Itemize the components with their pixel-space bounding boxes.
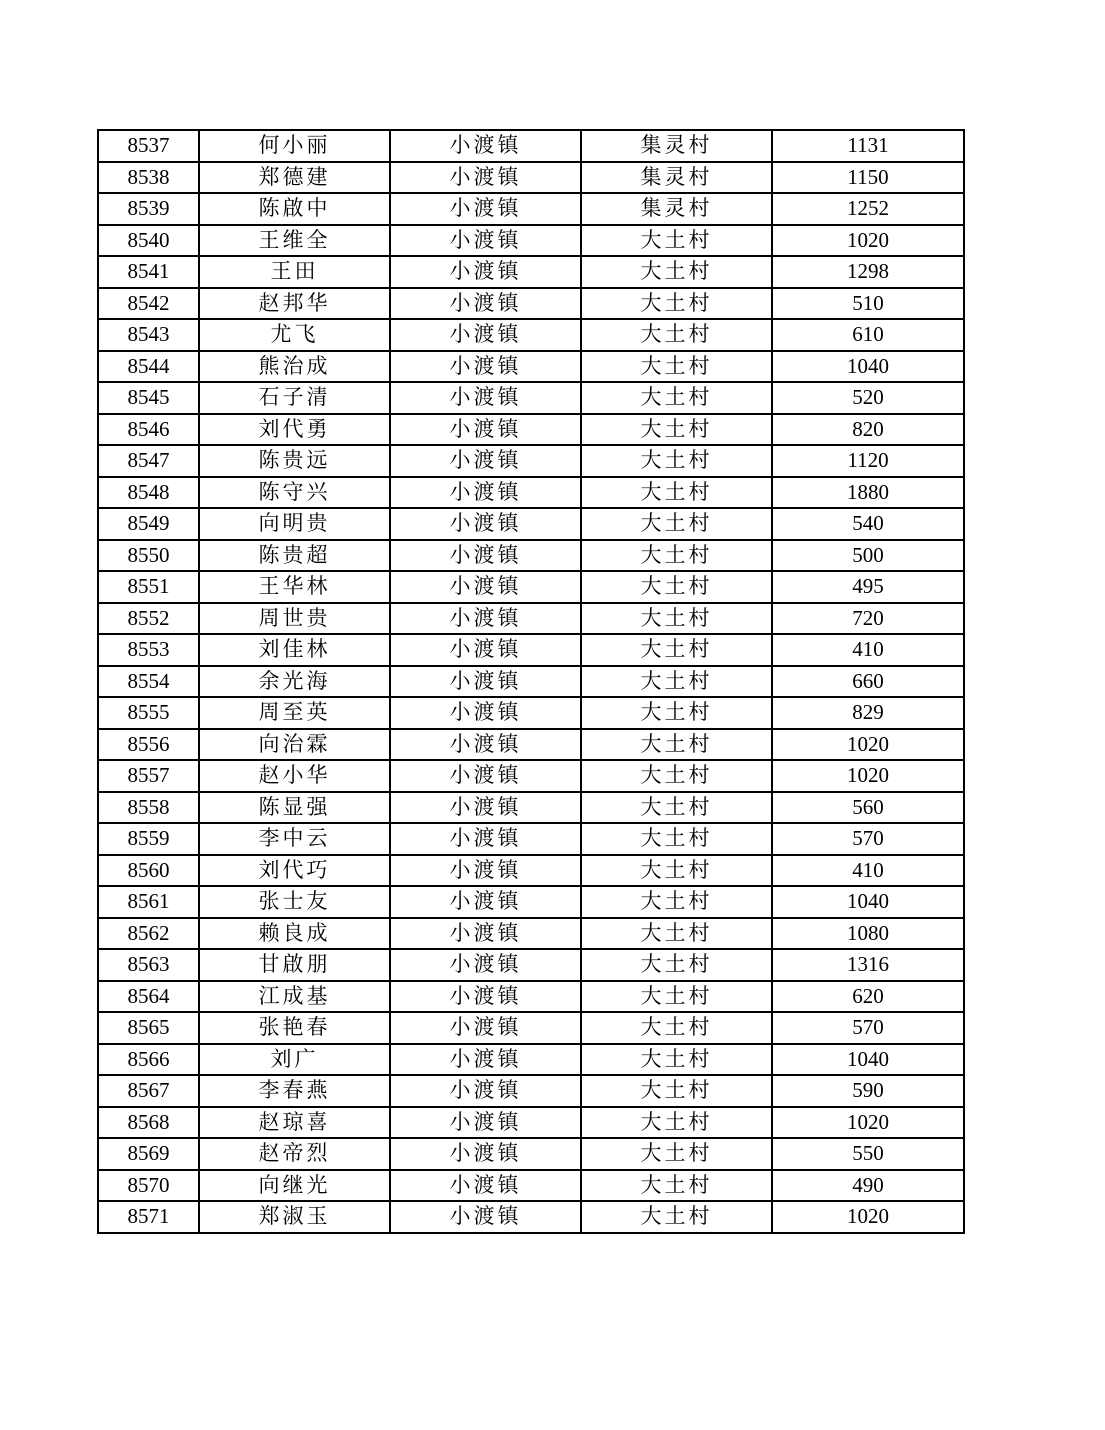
cell-amount: 410 (772, 855, 964, 887)
cell-village: 大土村 (581, 508, 772, 540)
cell-village: 大土村 (581, 729, 772, 761)
table-row (98, 918, 964, 950)
cell-village: 大土村 (581, 760, 772, 792)
table-row (98, 823, 964, 855)
cell-serial-number: 8560 (98, 855, 199, 887)
cell-town: 小渡镇 (390, 603, 581, 635)
cell-name: 甘啟朋 (199, 949, 390, 981)
table-row (98, 162, 964, 194)
cell-town: 小渡镇 (390, 949, 581, 981)
cell-village: 大土村 (581, 823, 772, 855)
cell-amount: 490 (772, 1170, 964, 1202)
table-row (98, 445, 964, 477)
cell-serial-number: 8545 (98, 382, 199, 414)
cell-serial-number: 8544 (98, 351, 199, 383)
cell-name: 赵琼喜 (199, 1107, 390, 1139)
cell-amount: 550 (772, 1138, 964, 1170)
cell-serial-number: 8558 (98, 792, 199, 824)
cell-village: 大土村 (581, 1044, 772, 1076)
cell-name: 李中云 (199, 823, 390, 855)
cell-serial-number: 8551 (98, 571, 199, 603)
cell-name: 江成基 (199, 981, 390, 1013)
table-row (98, 634, 964, 666)
cell-name: 赵小华 (199, 760, 390, 792)
cell-village: 集灵村 (581, 162, 772, 194)
cell-name: 王维全 (199, 225, 390, 257)
cell-amount: 410 (772, 634, 964, 666)
cell-town: 小渡镇 (390, 162, 581, 194)
cell-name: 张艳春 (199, 1012, 390, 1044)
cell-amount: 1316 (772, 949, 964, 981)
cell-village: 大土村 (581, 918, 772, 950)
cell-village: 大土村 (581, 981, 772, 1013)
cell-village: 大土村 (581, 1012, 772, 1044)
cell-town: 小渡镇 (390, 1044, 581, 1076)
table-row (98, 949, 964, 981)
cell-amount: 510 (772, 288, 964, 320)
table-row (98, 1107, 964, 1139)
table-row (98, 1138, 964, 1170)
cell-town: 小渡镇 (390, 382, 581, 414)
cell-village: 集灵村 (581, 130, 772, 162)
cell-amount: 590 (772, 1075, 964, 1107)
cell-serial-number: 8553 (98, 634, 199, 666)
cell-village: 大土村 (581, 1138, 772, 1170)
cell-name: 周世贵 (199, 603, 390, 635)
cell-town: 小渡镇 (390, 1138, 581, 1170)
table-row (98, 729, 964, 761)
cell-village: 大土村 (581, 445, 772, 477)
cell-town: 小渡镇 (390, 729, 581, 761)
cell-town: 小渡镇 (390, 256, 581, 288)
table-row (98, 477, 964, 509)
cell-village: 大土村 (581, 477, 772, 509)
cell-name: 刘广 (199, 1044, 390, 1076)
cell-serial-number: 8541 (98, 256, 199, 288)
cell-serial-number: 8543 (98, 319, 199, 351)
table-row (98, 382, 964, 414)
cell-amount: 1150 (772, 162, 964, 194)
records-table-body (98, 130, 964, 1233)
cell-town: 小渡镇 (390, 130, 581, 162)
cell-town: 小渡镇 (390, 981, 581, 1013)
cell-village: 大土村 (581, 792, 772, 824)
cell-amount: 1020 (772, 1107, 964, 1139)
table-row (98, 886, 964, 918)
cell-village: 大土村 (581, 288, 772, 320)
cell-name: 刘佳林 (199, 634, 390, 666)
cell-serial-number: 8550 (98, 540, 199, 572)
cell-amount: 570 (772, 1012, 964, 1044)
cell-village: 大土村 (581, 540, 772, 572)
cell-serial-number: 8561 (98, 886, 199, 918)
cell-serial-number: 8548 (98, 477, 199, 509)
cell-town: 小渡镇 (390, 886, 581, 918)
cell-town: 小渡镇 (390, 918, 581, 950)
cell-amount: 540 (772, 508, 964, 540)
cell-name: 石子清 (199, 382, 390, 414)
table-row (98, 288, 964, 320)
cell-serial-number: 8555 (98, 697, 199, 729)
cell-village: 大土村 (581, 382, 772, 414)
cell-amount: 500 (772, 540, 964, 572)
table-row (98, 855, 964, 887)
cell-town: 小渡镇 (390, 1012, 581, 1044)
cell-serial-number: 8546 (98, 414, 199, 446)
table-row (98, 351, 964, 383)
table-row (98, 1012, 964, 1044)
cell-village: 大土村 (581, 1075, 772, 1107)
cell-serial-number: 8565 (98, 1012, 199, 1044)
cell-town: 小渡镇 (390, 540, 581, 572)
cell-name: 郑淑玉 (199, 1201, 390, 1233)
table-row (98, 414, 964, 446)
cell-serial-number: 8563 (98, 949, 199, 981)
cell-town: 小渡镇 (390, 477, 581, 509)
table-row (98, 666, 964, 698)
table-row (98, 508, 964, 540)
cell-town: 小渡镇 (390, 634, 581, 666)
cell-serial-number: 8566 (98, 1044, 199, 1076)
table-row (98, 603, 964, 635)
cell-town: 小渡镇 (390, 225, 581, 257)
cell-village: 大土村 (581, 697, 772, 729)
table-row (98, 540, 964, 572)
cell-village: 大土村 (581, 634, 772, 666)
cell-amount: 1298 (772, 256, 964, 288)
table-row (98, 225, 964, 257)
cell-name: 王华林 (199, 571, 390, 603)
cell-town: 小渡镇 (390, 823, 581, 855)
cell-village: 大土村 (581, 1107, 772, 1139)
table-row (98, 193, 964, 225)
table-row (98, 760, 964, 792)
cell-amount: 1020 (772, 729, 964, 761)
cell-name: 陈显强 (199, 792, 390, 824)
cell-name: 李春燕 (199, 1075, 390, 1107)
cell-amount: 1040 (772, 351, 964, 383)
cell-serial-number: 8559 (98, 823, 199, 855)
cell-serial-number: 8537 (98, 130, 199, 162)
cell-amount: 1880 (772, 477, 964, 509)
cell-serial-number: 8564 (98, 981, 199, 1013)
table-row (98, 1201, 964, 1233)
table-row (98, 130, 964, 162)
cell-amount: 1080 (772, 918, 964, 950)
cell-town: 小渡镇 (390, 1201, 581, 1233)
table-row (98, 792, 964, 824)
cell-village: 大土村 (581, 1201, 772, 1233)
cell-amount: 660 (772, 666, 964, 698)
cell-serial-number: 8538 (98, 162, 199, 194)
cell-village: 大土村 (581, 886, 772, 918)
cell-name: 陈守兴 (199, 477, 390, 509)
cell-serial-number: 8540 (98, 225, 199, 257)
cell-serial-number: 8567 (98, 1075, 199, 1107)
table-row (98, 256, 964, 288)
cell-amount: 1040 (772, 1044, 964, 1076)
cell-serial-number: 8542 (98, 288, 199, 320)
cell-name: 赵帝烈 (199, 1138, 390, 1170)
cell-name: 陈贵超 (199, 540, 390, 572)
cell-amount: 1040 (772, 886, 964, 918)
cell-serial-number: 8562 (98, 918, 199, 950)
cell-amount: 820 (772, 414, 964, 446)
cell-amount: 1020 (772, 760, 964, 792)
cell-serial-number: 8549 (98, 508, 199, 540)
table-row (98, 571, 964, 603)
cell-town: 小渡镇 (390, 288, 581, 320)
cell-serial-number: 8569 (98, 1138, 199, 1170)
cell-amount: 495 (772, 571, 964, 603)
cell-amount: 1020 (772, 225, 964, 257)
cell-name: 熊治成 (199, 351, 390, 383)
cell-town: 小渡镇 (390, 697, 581, 729)
cell-village: 大土村 (581, 949, 772, 981)
cell-town: 小渡镇 (390, 351, 581, 383)
table-row (98, 697, 964, 729)
cell-town: 小渡镇 (390, 445, 581, 477)
cell-town: 小渡镇 (390, 193, 581, 225)
cell-name: 赖良成 (199, 918, 390, 950)
cell-serial-number: 8556 (98, 729, 199, 761)
cell-name: 张士友 (199, 886, 390, 918)
cell-name: 刘代勇 (199, 414, 390, 446)
cell-serial-number: 8571 (98, 1201, 199, 1233)
cell-village: 大土村 (581, 1170, 772, 1202)
table-row (98, 1075, 964, 1107)
cell-name: 周至英 (199, 697, 390, 729)
cell-village: 大土村 (581, 319, 772, 351)
cell-name: 王田 (199, 256, 390, 288)
cell-name: 何小丽 (199, 130, 390, 162)
cell-village: 大土村 (581, 603, 772, 635)
cell-name: 赵邦华 (199, 288, 390, 320)
cell-village: 大土村 (581, 225, 772, 257)
cell-serial-number: 8570 (98, 1170, 199, 1202)
cell-amount: 1252 (772, 193, 964, 225)
cell-serial-number: 8557 (98, 760, 199, 792)
cell-amount: 1131 (772, 130, 964, 162)
cell-serial-number: 8552 (98, 603, 199, 635)
cell-village: 大土村 (581, 351, 772, 383)
cell-amount: 1120 (772, 445, 964, 477)
cell-village: 大土村 (581, 256, 772, 288)
cell-serial-number: 8554 (98, 666, 199, 698)
cell-town: 小渡镇 (390, 666, 581, 698)
cell-serial-number: 8547 (98, 445, 199, 477)
cell-village: 大土村 (581, 414, 772, 446)
cell-serial-number: 8539 (98, 193, 199, 225)
cell-amount: 570 (772, 823, 964, 855)
cell-amount: 829 (772, 697, 964, 729)
cell-name: 向治霖 (199, 729, 390, 761)
cell-name: 刘代巧 (199, 855, 390, 887)
table-row (98, 1044, 964, 1076)
cell-name: 尤飞 (199, 319, 390, 351)
cell-town: 小渡镇 (390, 855, 581, 887)
cell-name: 郑德建 (199, 162, 390, 194)
table-row (98, 319, 964, 351)
cell-name: 陈贵远 (199, 445, 390, 477)
cell-name: 余光海 (199, 666, 390, 698)
cell-town: 小渡镇 (390, 319, 581, 351)
cell-name: 陈啟中 (199, 193, 390, 225)
cell-town: 小渡镇 (390, 1107, 581, 1139)
cell-amount: 720 (772, 603, 964, 635)
cell-town: 小渡镇 (390, 1170, 581, 1202)
records-table (97, 129, 965, 1234)
cell-village: 大土村 (581, 855, 772, 887)
cell-town: 小渡镇 (390, 571, 581, 603)
cell-village: 集灵村 (581, 193, 772, 225)
cell-serial-number: 8568 (98, 1107, 199, 1139)
cell-town: 小渡镇 (390, 792, 581, 824)
cell-town: 小渡镇 (390, 1075, 581, 1107)
cell-village: 大土村 (581, 571, 772, 603)
cell-name: 向继光 (199, 1170, 390, 1202)
cell-amount: 1020 (772, 1201, 964, 1233)
cell-town: 小渡镇 (390, 508, 581, 540)
cell-town: 小渡镇 (390, 760, 581, 792)
cell-name: 向明贵 (199, 508, 390, 540)
cell-amount: 560 (772, 792, 964, 824)
cell-amount: 610 (772, 319, 964, 351)
cell-village: 大土村 (581, 666, 772, 698)
table-row (98, 1170, 964, 1202)
table-row (98, 981, 964, 1013)
cell-amount: 520 (772, 382, 964, 414)
cell-town: 小渡镇 (390, 414, 581, 446)
cell-amount: 620 (772, 981, 964, 1013)
